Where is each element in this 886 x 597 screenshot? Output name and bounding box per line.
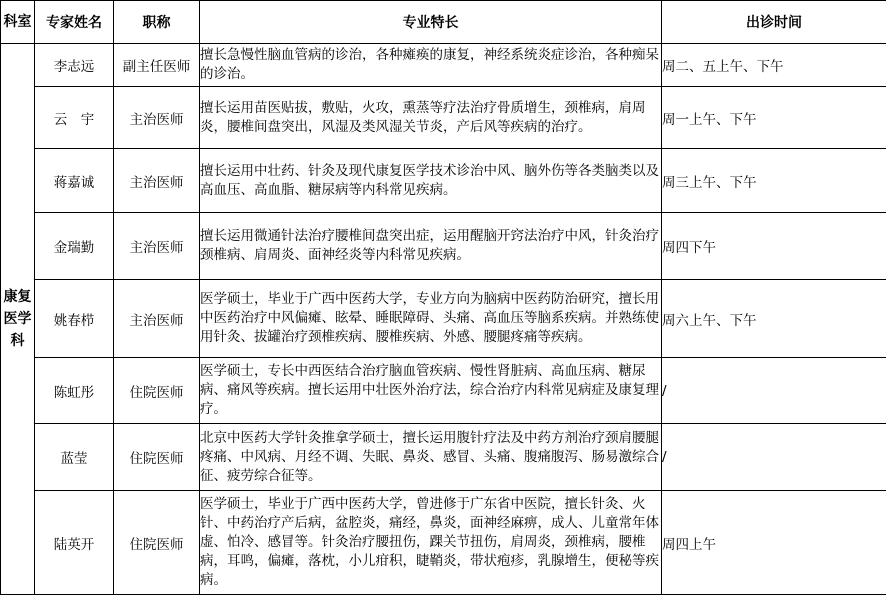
table-row	[1, 213, 886, 280]
doctor-title: 主治医师	[114, 280, 200, 358]
table-row	[1, 491, 886, 595]
doctor-name: 云 宇	[35, 87, 114, 149]
doctor-name: 蒋嘉诚	[35, 149, 114, 213]
doctor-specialty: 擅长运用中壮药、针灸及现代康复医学技术诊治中风、脑外伤等各类脑类以及高血压、高血脂、糖尿病等内科常见疾病。	[200, 149, 662, 213]
doctor-specialty: 医学硕士，专长中西医结合治疗脑血管疾病、慢性肾脏病、高血压病、糖尿病、痛风等疾病。擅长运用中壮医外治疗法，综合治疗内科常见病症及康复理疗。	[200, 358, 662, 424]
table-row	[1, 280, 886, 358]
doctor-name: 陈虹彤	[35, 358, 114, 424]
doctor-specialty: 擅长急慢性脑血管病的诊治，各种瘫痪的康复，神经系统炎症诊治，各种痴呆的诊治。	[200, 44, 662, 87]
doctor-specialty: 医学硕士，毕业于广西中医药大学，专业方向为脑病中医药防治研究，擅长用中医药治疗中风偏瘫、眩晕、睡眠障碍、头痛、高血压等脑系疾病。并熟练使用针灸、拔罐治疗颈椎疾病、腰椎疾病、外感、腰腿疼痛等疾病。	[200, 280, 662, 358]
doctor-schedule: /	[662, 358, 886, 424]
doctor-name: 李志远	[35, 44, 114, 87]
table-row	[1, 358, 886, 424]
header-department: 科室	[1, 1, 35, 44]
table-row	[1, 87, 886, 149]
doctor-specialty: 医学硕士，毕业于广西中医药大学，曾进修于广东省中医院，擅长针灸、火针、中药治疗产后病，盆腔炎，痛经，鼻炎，面神经麻痹，成人、儿童常年体虚、怕冷、感冒等。针灸治疗腰扭伤，踝关节扭伤，肩周炎，颈椎病，腰椎病，耳鸣，偏瘫，落枕，小儿疳积，睫鞘炎，带状疱疹，乳腺增生，便秘等疾病。	[200, 491, 662, 595]
doctor-schedule: 周三上午、下午	[662, 149, 886, 213]
department-cell: 康复医学科	[1, 44, 35, 595]
doctor-schedule: 周四下午	[662, 213, 886, 280]
doctor-title: 主治医师	[114, 87, 200, 149]
doctor-schedule: 周四上午	[662, 491, 886, 595]
doctor-name: 蓝莹	[35, 424, 114, 491]
header-schedule: 出诊时间	[662, 1, 886, 44]
doctor-specialty: 擅长运用苗医贴拔，敷贴，火攻，熏蒸等疗法治疗骨质增生，颈椎病，肩周炎，腰椎间盘突出，风湿及类风湿关节炎，产后风等疾病的治疗。	[200, 87, 662, 149]
header-expert-name: 专家姓名	[35, 1, 114, 44]
doctor-title: 住院医师	[114, 358, 200, 424]
header-row	[1, 1, 886, 44]
table-row	[1, 149, 886, 213]
table-row	[1, 44, 886, 87]
doctor-title: 主治医师	[114, 213, 200, 280]
doctor-schedule: 周一上午、下午	[662, 87, 886, 149]
doctor-specialty: 擅长运用微通针法治疗腰椎间盘突出症，运用醒脑开窍法治疗中风，针灸治疗颈椎病、肩周炎、面神经炎等内科常见疾病。	[200, 213, 662, 280]
doctor-name: 金瑞勤	[35, 213, 114, 280]
table-row	[1, 424, 886, 491]
doctor-title: 主治医师	[114, 149, 200, 213]
doctor-title: 住院医师	[114, 491, 200, 595]
doctor-specialty: 北京中医药大学针灸推拿学硕士，擅长运用腹针疗法及中药方剂治疗颈肩腰腿疼痛、中风病、月经不调、失眠、鼻炎、感冒、头痛、腹痛腹泻、肠易激综合征、疲劳综合征等。	[200, 424, 662, 491]
doctor-title: 副主任医师	[114, 44, 200, 87]
header-title: 职称	[114, 1, 200, 44]
header-specialty: 专业特长	[200, 1, 662, 44]
doctor-title: 住院医师	[114, 424, 200, 491]
doctor-name: 陆英开	[35, 491, 114, 595]
doctor-schedule: 周二、五上午、下午	[662, 44, 886, 87]
doctor-name: 姚春栉	[35, 280, 114, 358]
doctor-schedule: 周六上午、下午	[662, 280, 886, 358]
doctor-schedule: /	[662, 424, 886, 491]
